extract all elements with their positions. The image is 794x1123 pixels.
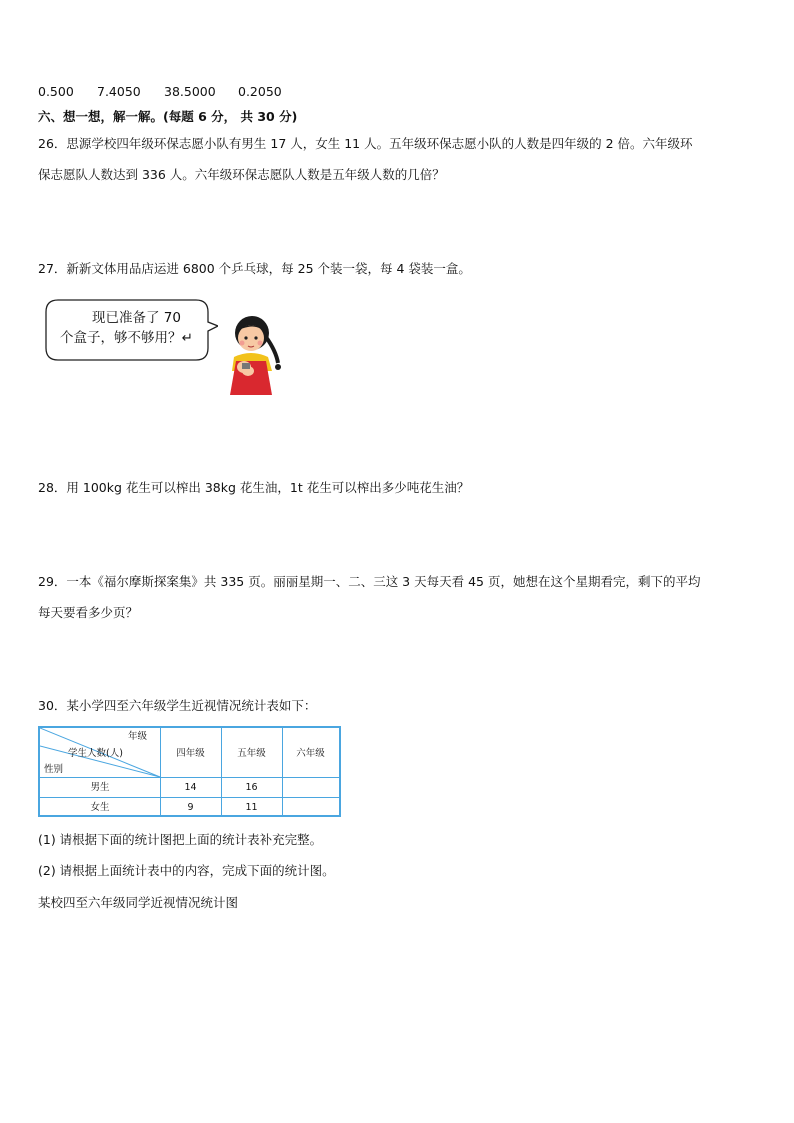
question-26-line1: 26．思源学校四年级环保志愿小队有男生 17 人，女生 11 人。五年级环保志愿小队的人数是四年级的 2 倍。六年级环 — [38, 136, 693, 151]
table-row-girls-grade5: 11 — [245, 802, 258, 813]
table-corner-grade: 年级 — [128, 731, 148, 742]
myopia-stat-table — [38, 726, 341, 817]
table-row-boys-grade4: 14 — [184, 782, 197, 793]
question-30-sub1: (1) 请根据下面的统计图把上面的统计表补充完整。 — [38, 832, 323, 847]
table-corner-gender: 性别 — [44, 764, 64, 775]
number-4: 0.2050 — [238, 84, 282, 99]
question-28-line1: 28．用 100kg 花生可以榨出 38kg 花生油，1t 花生可以榨出多少吨花生油？ — [38, 480, 470, 495]
number-2: 7.4050 — [97, 84, 141, 99]
table-row-girls-label: 女生 — [90, 802, 110, 813]
table-corner-count: 学生人数(人) — [68, 748, 123, 759]
question-30-sub2: (2) 请根据上面统计表中的内容，完成下面的统计图。 — [38, 863, 335, 878]
section-heading: 六、想一想，解一解。(每题 6 分， 共 30 分) — [38, 109, 298, 124]
table-col-grade4: 四年级 — [176, 748, 205, 759]
number-3: 38.5000 — [164, 84, 216, 99]
bubble-text-line2: 个盒子，够不够用？↵ — [60, 330, 193, 346]
number-1: 0.500 — [38, 84, 74, 99]
table-row-boys-label: 男生 — [90, 782, 110, 793]
table-col-grade5: 五年级 — [237, 748, 266, 759]
table-row-boys-grade5: 16 — [245, 782, 258, 793]
question-29-line1: 29．一本《福尔摩斯探案集》共 335 页。丽丽星期一、二、三这 3 天每天看 45 页，她想在这个星期看完，剩下的平均 — [38, 574, 701, 589]
table-row-girls-grade4: 9 — [187, 802, 194, 813]
question-26-line2: 保志愿队人数达到 336 人。六年级环保志愿队人数是五年级人数的几倍？ — [38, 167, 445, 182]
girl-illustration — [220, 311, 286, 397]
bubble-text-line1: 现已准备了 70 — [92, 310, 181, 326]
chart-caption: 某校四至六年级同学近视情况统计图 — [38, 895, 239, 910]
question-27-line1: 27．新新文体用品店运进 6800 个乒乓球，每 25 个装一袋，每 4 袋装一盒。 — [38, 261, 471, 276]
question-29-line2: 每天要看多少页？ — [38, 605, 139, 620]
table-col-grade6: 六年级 — [296, 748, 325, 759]
question-30-line1: 30．某小学四至六年级学生近视情况统计表如下： — [38, 698, 317, 713]
